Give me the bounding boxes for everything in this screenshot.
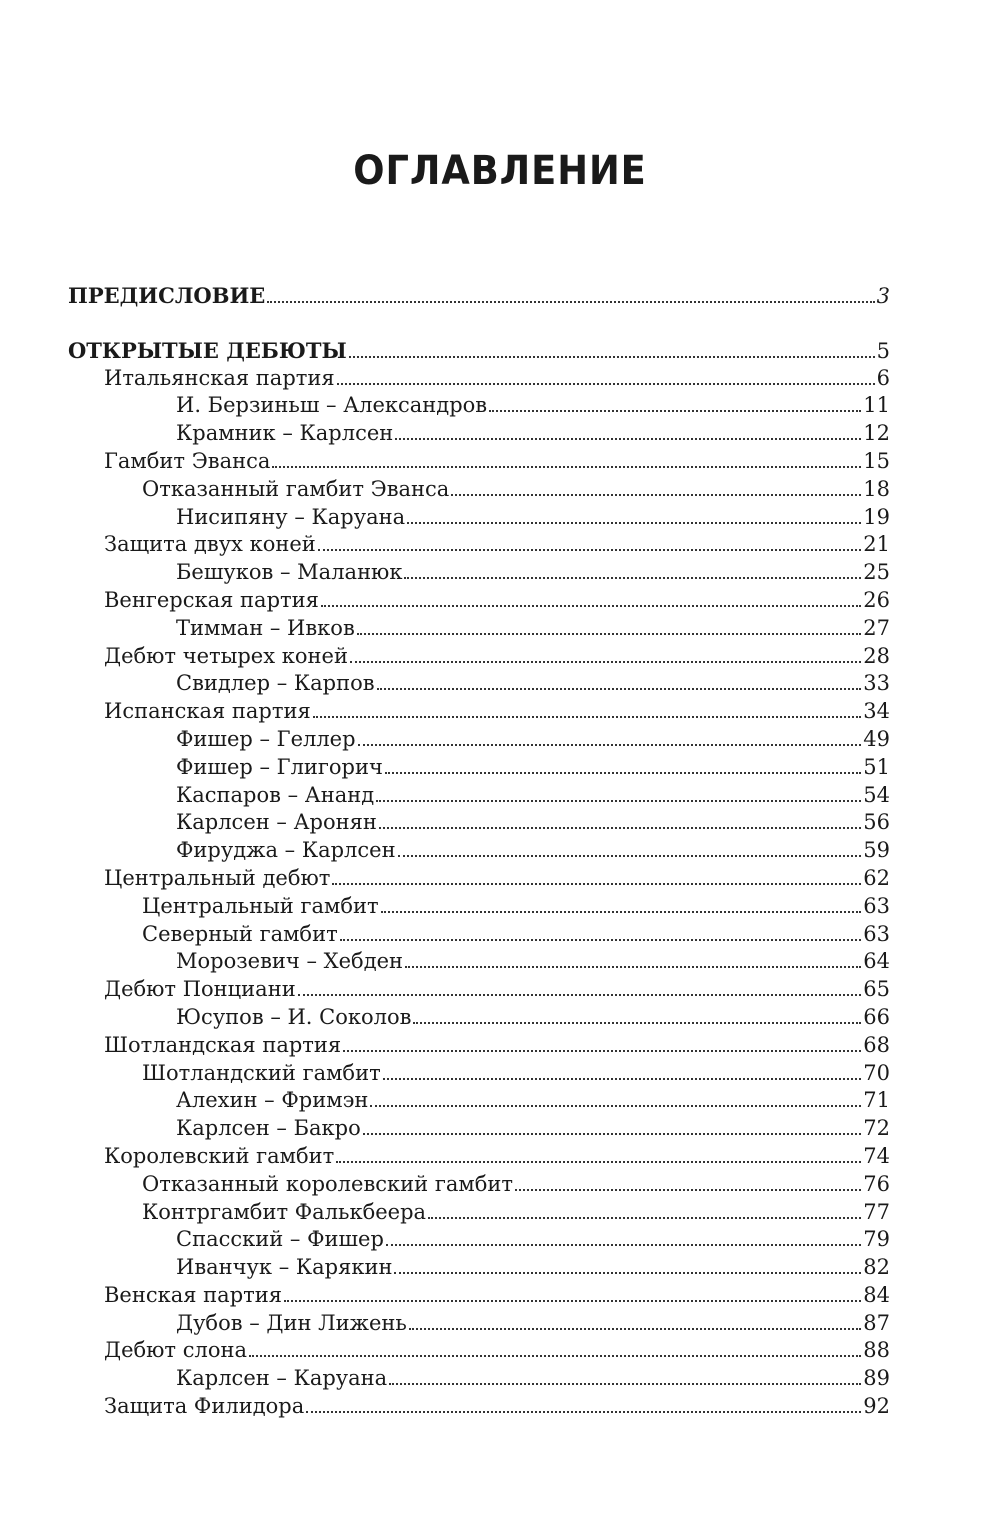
dot-leader — [298, 994, 862, 996]
toc-entry — [68, 504, 890, 532]
toc-entry-title: Северный гамбит — [142, 921, 338, 946]
toc-entry — [68, 809, 890, 837]
dot-leader — [407, 522, 861, 524]
toc-entry-title: Нисипяну – Каруана — [176, 504, 406, 529]
dot-leader — [381, 911, 862, 913]
toc-page-number: 11 — [863, 393, 890, 418]
toc-entry-title: Морозевич – Хебден — [176, 949, 404, 974]
toc-page-number: 21 — [863, 532, 890, 557]
toc-entry — [68, 1337, 890, 1365]
toc-entry — [68, 392, 890, 420]
toc-entry-title: Гамбит Эванса — [104, 448, 271, 473]
toc-page-number: 49 — [863, 726, 890, 751]
toc-entry-title: Иванчук – Карякин — [176, 1255, 393, 1280]
dot-leader — [370, 1105, 861, 1107]
toc-entry-title: Дебют четырех коней — [104, 643, 348, 668]
dot-leader — [313, 716, 862, 718]
toc-page-number: 28 — [863, 643, 890, 668]
dot-leader — [318, 549, 862, 551]
toc-entry-title: Шотландская партия — [104, 1032, 342, 1057]
toc-entry-title: Королевский гамбит — [104, 1143, 335, 1168]
toc-page-number: 63 — [863, 921, 890, 946]
toc-entry — [68, 754, 890, 782]
dot-leader — [358, 744, 862, 746]
toc-entry — [68, 1254, 890, 1282]
toc-entry — [68, 1171, 890, 1199]
toc-entry-title: Свидлер – Карпов — [176, 671, 375, 696]
toc-entry-title: Фишер – Геллер — [176, 726, 356, 751]
toc-page-number: 68 — [863, 1032, 890, 1057]
dot-leader — [428, 1217, 861, 1219]
dot-leader — [489, 410, 861, 412]
toc-page-number: 5 — [876, 338, 890, 363]
toc-entry — [68, 1087, 890, 1115]
dot-leader — [376, 800, 861, 802]
dot-leader — [515, 1189, 861, 1191]
toc-page-number: 26 — [863, 587, 890, 612]
toc-page-number: 76 — [863, 1171, 890, 1196]
toc-entry — [68, 698, 890, 726]
dot-leader — [395, 438, 861, 440]
toc-page-number: 77 — [863, 1199, 890, 1224]
toc-entry-title: Дебют слона — [104, 1338, 247, 1363]
toc-entry-title: Спасский – Фишер — [176, 1227, 384, 1252]
toc-entry — [68, 1199, 890, 1227]
toc-entry — [68, 726, 890, 754]
toc-entry-title: Защита Филидора — [104, 1394, 305, 1419]
toc-page-number: 15 — [863, 448, 890, 473]
toc-entry-title: Шотландский гамбит — [142, 1060, 381, 1085]
toc-entry — [68, 893, 890, 921]
toc-entry-title: Контргамбит Фалькбеера — [142, 1199, 427, 1224]
toc-page-number: 18 — [863, 476, 890, 501]
toc-page-number: 56 — [863, 810, 890, 835]
page-title: ОГЛАВЛЕНИЕ — [353, 148, 647, 194]
dot-leader — [413, 1022, 861, 1024]
toc-entry-title: Тимман – Ивков — [176, 615, 355, 640]
dot-leader — [337, 383, 875, 385]
toc-entry-title: Отказанный гамбит Эванса — [142, 476, 450, 501]
dot-leader — [336, 1161, 861, 1163]
dot-leader — [321, 605, 861, 607]
toc-page-number: 89 — [863, 1366, 890, 1391]
dot-leader — [249, 1355, 861, 1357]
toc-entry-title: Отказанный королевский гамбит — [142, 1171, 513, 1196]
dot-leader — [379, 827, 861, 829]
toc-page-number: 82 — [863, 1255, 890, 1280]
toc-entry-title: Карлсен – Бакро — [176, 1116, 361, 1141]
toc-entry — [68, 1060, 890, 1088]
dot-leader — [385, 772, 861, 774]
toc-page-number: 34 — [863, 699, 890, 724]
toc-page-number: 51 — [863, 754, 890, 779]
toc-page-number: 84 — [863, 1282, 890, 1307]
toc-page-number: 63 — [863, 893, 890, 918]
dot-leader — [409, 1328, 861, 1330]
toc-page-number: 72 — [863, 1116, 890, 1141]
toc-entry-title: Венгерская партия — [104, 587, 319, 612]
toc-entry-title: Фишер – Глигорич — [176, 754, 383, 779]
toc-entry-title: Крамник – Карлсен — [176, 421, 394, 446]
toc-entry-title: Карлсен – Аронян — [176, 810, 377, 835]
toc-entry — [68, 1004, 890, 1032]
toc-page-number: 27 — [863, 615, 890, 640]
dot-leader — [398, 855, 862, 857]
toc-entry — [68, 1310, 890, 1338]
dot-leader — [394, 1272, 861, 1274]
toc-page-number: 88 — [863, 1338, 890, 1363]
toc-entry — [68, 1226, 890, 1254]
dot-leader — [284, 1300, 861, 1302]
toc-entry — [68, 531, 890, 559]
toc-entry-title: Юсупов – И. Соколов — [176, 1004, 412, 1029]
toc-page-number: 74 — [863, 1143, 890, 1168]
toc-entry — [68, 365, 890, 393]
toc-entry — [68, 559, 890, 587]
toc-entry-title: Центральный гамбит — [142, 893, 379, 918]
toc-page-number: 33 — [863, 671, 890, 696]
toc-entry — [68, 587, 890, 615]
dot-leader — [377, 688, 862, 690]
dot-leader — [404, 577, 861, 579]
toc-entry-title: Бешуков – Маланюк — [176, 560, 403, 585]
toc-entry — [68, 837, 890, 865]
toc-entry-title: Дубов – Дин Лижень — [176, 1310, 407, 1335]
toc-page-number: 25 — [863, 560, 890, 585]
toc-entry — [68, 476, 890, 504]
toc-entry-title: Центральный дебют — [104, 865, 331, 890]
toc-entry — [68, 948, 890, 976]
toc-entry-title: Испанская партия — [104, 699, 311, 724]
toc-page-number: 54 — [863, 782, 890, 807]
toc-entry — [68, 615, 890, 643]
toc-entry-title: Дебют Понциани — [104, 977, 296, 1002]
dot-leader — [332, 883, 861, 885]
toc-entry-title: Фируджа – Карлсен — [176, 838, 396, 863]
toc-page-number: 12 — [863, 421, 890, 446]
dot-leader — [343, 1050, 861, 1052]
dot-leader — [389, 1383, 861, 1385]
table-of-contents — [68, 282, 890, 1421]
toc-entry — [68, 1115, 890, 1143]
toc-entry-title: Итальянская партия — [104, 365, 335, 390]
toc-page-number: 19 — [863, 504, 890, 529]
dot-leader — [340, 939, 862, 941]
toc-page-number: 6 — [876, 365, 890, 390]
toc-entry — [68, 782, 890, 810]
toc-entry-title: ПРЕДИСЛОВИЕ — [68, 283, 266, 308]
dot-leader — [363, 1133, 862, 1135]
toc-page-number: 71 — [863, 1088, 890, 1113]
toc-page-number: 64 — [863, 949, 890, 974]
toc-page-number: 70 — [863, 1060, 890, 1085]
toc-entry — [68, 670, 890, 698]
dot-leader — [405, 966, 861, 968]
toc-page-number: 92 — [863, 1394, 890, 1419]
toc-entry — [68, 448, 890, 476]
toc-entry — [68, 1032, 890, 1060]
toc-part-entry — [68, 282, 890, 310]
toc-entry — [68, 643, 890, 671]
toc-page-number: 3 — [876, 284, 890, 308]
toc-page-number: 79 — [863, 1227, 890, 1252]
toc-entry — [68, 1143, 890, 1171]
toc-part-entry — [68, 337, 890, 365]
dot-leader — [451, 494, 861, 496]
toc-entry-title: ОТКРЫТЫЕ ДЕБЮТЫ — [68, 337, 347, 363]
toc-entry-title: Каспаров – Ананд — [176, 782, 375, 807]
toc-entry — [68, 976, 890, 1004]
toc-page-number: 65 — [863, 977, 890, 1002]
dot-leader — [386, 1244, 861, 1246]
toc-entry — [68, 420, 890, 448]
toc-entry — [68, 1365, 890, 1393]
toc-entry-title: И. Берзиньш – Александров — [176, 393, 488, 418]
toc-entry — [68, 1393, 890, 1421]
dot-leader — [306, 1411, 861, 1413]
toc-entry-title: Венская партия — [104, 1282, 283, 1307]
dot-leader — [350, 661, 861, 663]
toc-entry-title: Алехин – Фримэн — [176, 1088, 369, 1113]
toc-entry-title: Защита двух коней — [104, 532, 316, 557]
toc-entry — [68, 1282, 890, 1310]
toc-entry — [68, 921, 890, 949]
toc-entry-title: Карлсен – Каруана — [176, 1366, 388, 1391]
dot-leader — [349, 356, 875, 358]
dot-leader — [357, 633, 861, 635]
toc-page-number: 62 — [863, 865, 890, 890]
dot-leader — [267, 301, 874, 303]
toc-page-number: 87 — [863, 1310, 890, 1335]
toc-entry — [68, 865, 890, 893]
dot-leader — [272, 466, 861, 468]
dot-leader — [383, 1078, 862, 1080]
toc-page-number: 59 — [863, 838, 890, 863]
toc-page-number: 66 — [863, 1004, 890, 1029]
